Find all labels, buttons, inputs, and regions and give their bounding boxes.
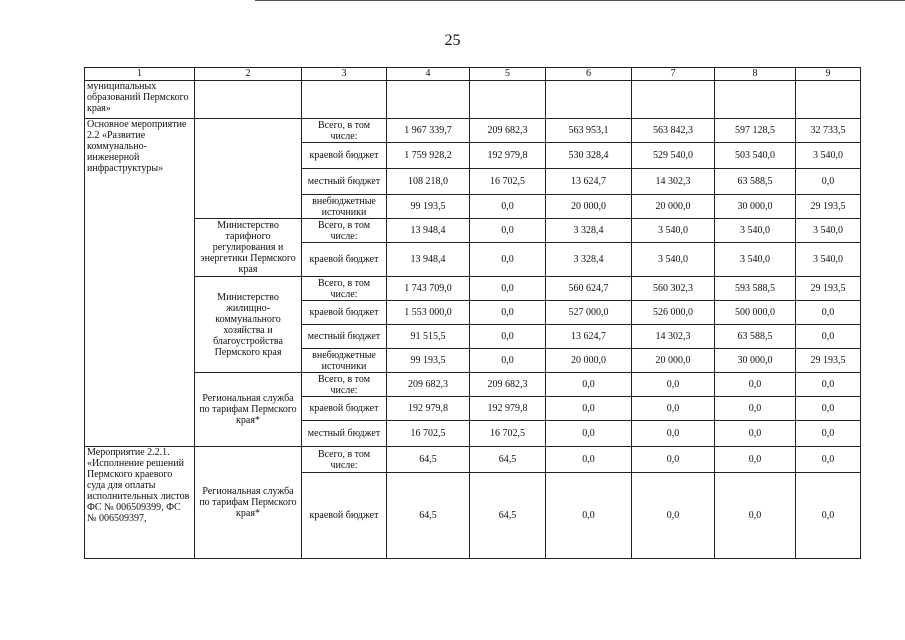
amount-cell-col-6: 530 328,4 [546,143,632,169]
top-rule [255,0,905,1]
table-row [85,277,861,301]
amount-cell-col-8: 30 000,0 [715,195,796,219]
amount-cell-col-4: 108 218,0 [387,169,470,195]
budget-table [84,67,861,559]
executor-name-cell: Министерство тарифного регулирования и энергетики Пермского края [195,219,302,277]
amount-cell-col-5: 209 682,3 [470,119,546,143]
amount-cell-col-8: 597 128,5 [715,119,796,143]
amount-cell-col-5: 192 979,8 [470,143,546,169]
funding-source-cell: краевой бюджет [302,473,387,559]
funding-source-cell: местный бюджет [302,169,387,195]
amount-cell-col-9: 3 540,0 [796,143,861,169]
amount-cell-col-9: 0,0 [796,421,861,447]
column-number-header: 5 [470,68,546,81]
funding-source-cell: местный бюджет [302,325,387,349]
column-number-header: 9 [796,68,861,81]
amount-cell-col-7: 0,0 [632,473,715,559]
amount-cell-col-9: 0,0 [796,447,861,473]
amount-cell-col-9: 29 193,5 [796,277,861,301]
funding-source-cell: краевой бюджет [302,397,387,421]
amount-cell-col-7: 20 000,0 [632,349,715,373]
executor-name-cell: Региональная служба по тарифам Пермского края* [195,373,302,447]
amount-cell-col-8: 0,0 [715,373,796,397]
amount-cell-col-6: 13 624,7 [546,325,632,349]
amount-cell-col-6: 20 000,0 [546,195,632,219]
amount-cell-col-4: 13 948,4 [387,219,470,243]
amount-cell-col-4: 1 967 339,7 [387,119,470,143]
amount-cell-col-7: 0,0 [632,421,715,447]
executor-name-cell: Министерство жилищно-коммунального хозяйства и благоустройства Пермского края [195,277,302,373]
amount-cell-col-6: 3 328,4 [546,243,632,277]
amount-cell-col-9: 32 733,5 [796,119,861,143]
amount-cell-col-7: 14 302,3 [632,169,715,195]
amount-cell-col-7: 3 540,0 [632,219,715,243]
amount-cell-col-6: 3 328,4 [546,219,632,243]
amount-cell-col-9: 0,0 [796,397,861,421]
amount-cell-col-5: 0,0 [470,325,546,349]
amount-cell-col-8: 30 000,0 [715,349,796,373]
amount-cell-col-6: 0,0 [546,397,632,421]
column-number-header: 6 [546,68,632,81]
column-number-header: 1 [85,68,195,81]
page-number: 25 [444,32,461,49]
amount-cell-col-4: 1 759 928,2 [387,143,470,169]
funding-source-cell: внебюджетные источники [302,349,387,373]
amount-cell-col-5: 0,0 [470,349,546,373]
amount-cell-col-5: 16 702,5 [470,421,546,447]
amount-cell-col-5: 0,0 [470,243,546,277]
amount-cell-col-4: 91 515,5 [387,325,470,349]
amount-cell-col-8: 500 000,0 [715,301,796,325]
amount-cell-col-9: 0,0 [796,169,861,195]
table-row [85,81,861,119]
amount-cell-col-5: 16 702,5 [470,169,546,195]
empty-cell [546,81,632,119]
amount-cell-col-8: 0,0 [715,447,796,473]
amount-cell-col-6: 13 624,7 [546,169,632,195]
amount-cell-col-6: 560 624,7 [546,277,632,301]
amount-cell-col-7: 560 302,3 [632,277,715,301]
empty-cell [796,81,861,119]
amount-cell-col-4: 192 979,8 [387,397,470,421]
amount-cell-col-5: 0,0 [470,195,546,219]
column-number-header: 8 [715,68,796,81]
amount-cell-col-7: 529 540,0 [632,143,715,169]
amount-cell-col-9: 0,0 [796,301,861,325]
amount-cell-col-4: 16 702,5 [387,421,470,447]
amount-cell-col-7: 0,0 [632,373,715,397]
amount-cell-col-8: 0,0 [715,397,796,421]
amount-cell-col-4: 99 193,5 [387,349,470,373]
empty-cell [195,81,302,119]
column-number-header: 2 [195,68,302,81]
event-name-cell: Мероприятие 2.2.1. «Исполнение решений Пермского краевого суда для оплаты исполнительных листов ФС № 006509399, ФС № 006509397, [85,447,195,559]
amount-cell-col-7: 563 842,3 [632,119,715,143]
empty-cell [632,81,715,119]
funding-source-cell: краевой бюджет [302,301,387,325]
amount-cell-col-7: 526 000,0 [632,301,715,325]
amount-cell-col-9: 0,0 [796,325,861,349]
amount-cell-col-5: 64,5 [470,473,546,559]
table-row [85,219,861,243]
table-row [85,373,861,397]
amount-cell-col-5: 0,0 [470,301,546,325]
amount-cell-col-9: 0,0 [796,373,861,397]
amount-cell-col-4: 99 193,5 [387,195,470,219]
funding-source-cell: Всего, в том числе: [302,219,387,243]
funding-source-cell: Всего, в том числе: [302,373,387,397]
amount-cell-col-8: 63 588,5 [715,325,796,349]
amount-cell-col-8: 63 588,5 [715,169,796,195]
amount-cell-col-5: 192 979,8 [470,397,546,421]
funding-source-cell: Всего, в том числе: [302,277,387,301]
amount-cell-col-6: 0,0 [546,473,632,559]
amount-cell-col-7: 14 302,3 [632,325,715,349]
amount-cell-col-9: 3 540,0 [796,219,861,243]
amount-cell-col-8: 593 588,5 [715,277,796,301]
amount-cell-col-4: 1 553 000,0 [387,301,470,325]
amount-cell-col-8: 3 540,0 [715,219,796,243]
executor-name-cell: Региональная служба по тарифам Пермского края* [195,447,302,559]
amount-cell-col-7: 20 000,0 [632,195,715,219]
table-row [85,447,861,473]
column-number-header: 7 [632,68,715,81]
program-name-cell: муниципальных образований Пермского края» [85,81,195,119]
table-row [85,119,861,143]
funding-source-cell: краевой бюджет [302,143,387,169]
amount-cell-col-9: 3 540,0 [796,243,861,277]
empty-cell [470,81,546,119]
empty-cell [302,81,387,119]
amount-cell-col-7: 0,0 [632,447,715,473]
amount-cell-col-7: 0,0 [632,397,715,421]
funding-source-cell: Всего, в том числе: [302,119,387,143]
amount-cell-col-5: 64,5 [470,447,546,473]
amount-cell-col-6: 0,0 [546,373,632,397]
empty-cell [715,81,796,119]
amount-cell-col-5: 0,0 [470,219,546,243]
empty-cell [387,81,470,119]
header-row [85,68,861,81]
amount-cell-col-8: 0,0 [715,421,796,447]
column-number-header: 4 [387,68,470,81]
funding-source-cell: Всего, в том числе: [302,447,387,473]
amount-cell-col-4: 64,5 [387,473,470,559]
amount-cell-col-4: 64,5 [387,447,470,473]
funding-source-cell: внебюджетные источники [302,195,387,219]
amount-cell-col-4: 1 743 709,0 [387,277,470,301]
amount-cell-col-6: 0,0 [546,447,632,473]
amount-cell-col-6: 563 953,1 [546,119,632,143]
amount-cell-col-4: 209 682,3 [387,373,470,397]
funding-source-cell: краевой бюджет [302,243,387,277]
amount-cell-col-9: 0,0 [796,473,861,559]
column-number-header: 3 [302,68,387,81]
amount-cell-col-7: 3 540,0 [632,243,715,277]
amount-cell-col-5: 0,0 [470,277,546,301]
funding-source-cell: местный бюджет [302,421,387,447]
amount-cell-col-6: 20 000,0 [546,349,632,373]
amount-cell-col-6: 527 000,0 [546,301,632,325]
executor-cell-empty [195,119,302,219]
amount-cell-col-8: 3 540,0 [715,243,796,277]
event-name-cell: Основное мероприятие 2.2 «Развитие коммунально-инженерной инфраструктуры» [85,119,195,447]
amount-cell-col-9: 29 193,5 [796,195,861,219]
amount-cell-col-5: 209 682,3 [470,373,546,397]
amount-cell-col-8: 503 540,0 [715,143,796,169]
amount-cell-col-8: 0,0 [715,473,796,559]
amount-cell-col-9: 29 193,5 [796,349,861,373]
amount-cell-col-6: 0,0 [546,421,632,447]
amount-cell-col-4: 13 948,4 [387,243,470,277]
